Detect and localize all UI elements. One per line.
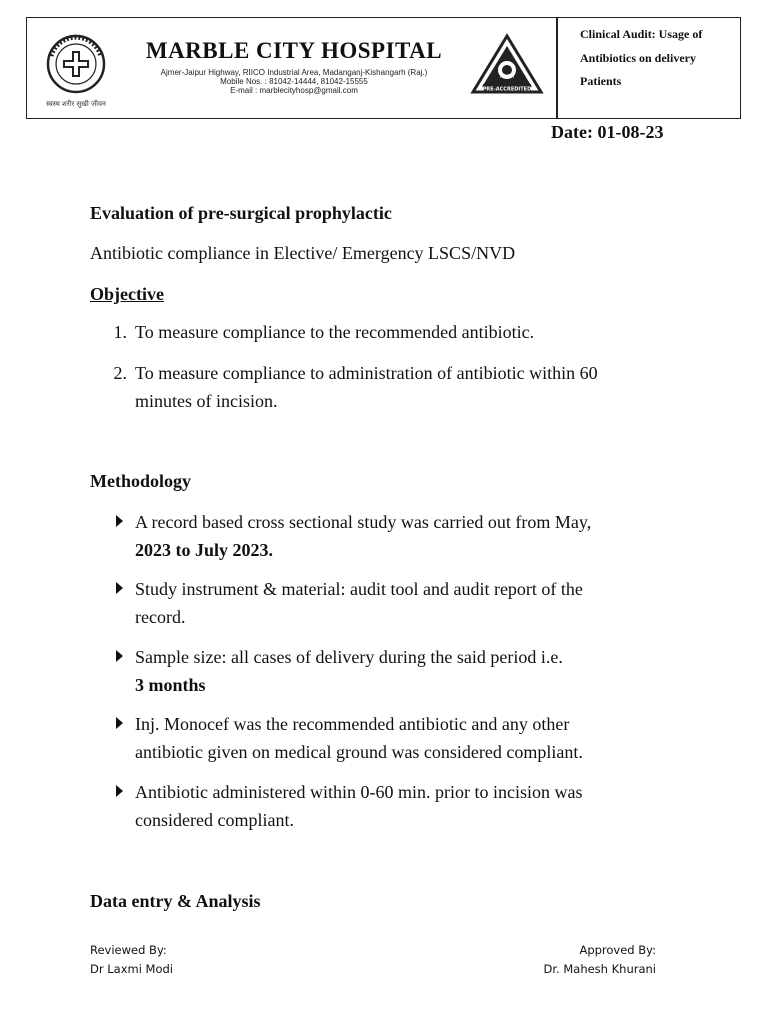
bullet-arrow-icon: [116, 785, 123, 797]
methodology-bullet: Inj. Monocef was the recommended antibiotic and any other: [135, 714, 570, 734]
list-number: 1.: [113, 322, 127, 342]
objective-item: To measure compliance to administration of antibiotic within 60: [135, 363, 598, 383]
objective-item: To measure compliance to the recommended antibiotic.: [135, 322, 535, 342]
header-divider: [556, 18, 558, 118]
document-date: Date: 01-08-23: [551, 122, 664, 142]
hospital-email: E-mail : marblecityhosp@gmail.com: [230, 86, 358, 95]
data-entry-heading: Data entry & Analysis: [90, 891, 261, 911]
hospital-seal-icon: [41, 34, 111, 98]
methodology-bullet: Sample size: all cases of delivery during the said period i.e.: [135, 647, 563, 667]
methodology-bullet-continuation: 2023 to July 2023.: [135, 540, 274, 560]
nabh-badge: [469, 32, 545, 98]
methodology-bullet-continuation: 3 months: [135, 675, 206, 695]
methodology-bullet: Antibiotic administered within 0-60 min. prior to incision was: [135, 782, 583, 802]
reviewed-by-block: [90, 941, 173, 979]
evaluation-subtitle: Antibiotic compliance in Elective/ Emergency LSCS/NVD: [90, 243, 516, 263]
methodology-bullet-continuation: antibiotic given on medical ground was considered compliant.: [135, 742, 583, 762]
approved-by-block: [544, 941, 656, 979]
audit-title-line: Patients: [580, 74, 622, 88]
methodology-bullet: Study instrument & material: audit tool and audit report of the: [135, 579, 583, 599]
methodology-bullet-continuation: considered compliant.: [135, 810, 294, 830]
audit-title: [580, 23, 735, 94]
bullet-arrow-icon: [116, 515, 123, 527]
hospital-name: MARBLE CITY HOSPITAL: [145, 38, 443, 63]
audit-title-line: Antibiotics on delivery: [580, 50, 696, 65]
approved-by-name: Dr. Mahesh Khurani: [543, 962, 656, 976]
methodology-heading: Methodology: [90, 471, 191, 491]
methodology-bullet-continuation: record.: [135, 607, 186, 627]
nabh-label: PRE-ACCREDITED: [482, 86, 532, 93]
list-number: 2.: [113, 363, 127, 383]
evaluation-title: Evaluation of pre-surgical prophylactic: [90, 203, 392, 223]
bullet-arrow-icon: [116, 717, 123, 729]
objective-heading: Objective: [90, 284, 164, 304]
hospital-mobile: Mobile Nos. : 81042-14444, 81042-15555: [220, 77, 368, 86]
logo-tagline: स्वस्थ शरीर सुखी जीवन: [46, 100, 106, 108]
nabh-letters: NABH: [499, 74, 515, 80]
approved-by-label: Approved By:: [579, 943, 656, 957]
reviewed-by-label: Reviewed By:: [90, 943, 167, 957]
hospital-logo: [41, 34, 111, 112]
nabh-triangle-icon: [469, 32, 545, 98]
hospital-address: Ajmer-Jaipur Highway, RIICO Industrial Area, Madanganj-Kishangarh (Raj.): [160, 68, 428, 77]
bullet-arrow-icon: [116, 582, 123, 594]
methodology-bullet: A record based cross sectional study was carried out from May,: [135, 512, 592, 532]
audit-title-line: Clinical Audit: Usage of: [580, 27, 703, 41]
bullet-arrow-icon: [116, 650, 123, 662]
letterhead: [26, 17, 741, 119]
objective-item-continuation: minutes of incision.: [135, 391, 278, 411]
reviewed-by-name: Dr Laxmi Modi: [90, 962, 174, 976]
